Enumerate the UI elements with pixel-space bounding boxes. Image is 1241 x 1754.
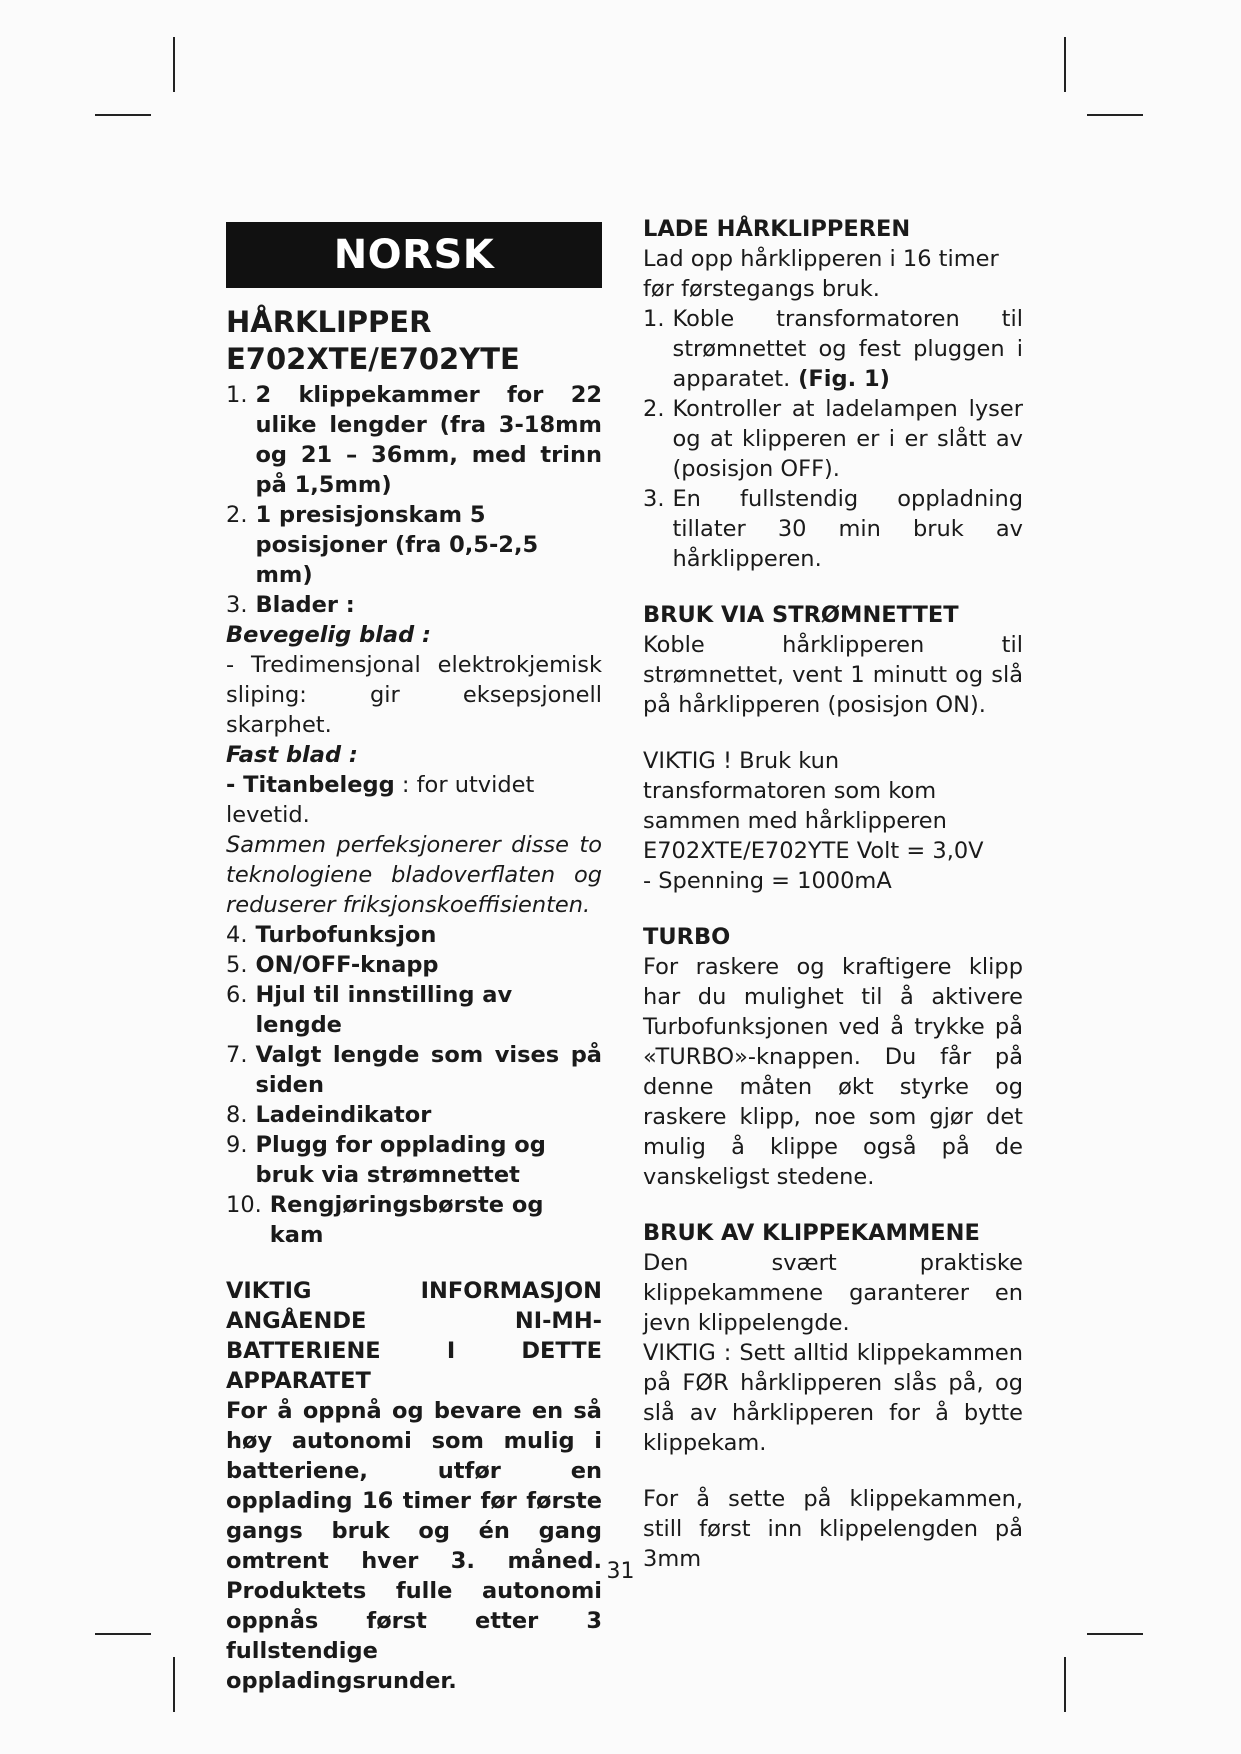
list-item	[226, 1190, 602, 1250]
fixed-blade-text	[226, 770, 602, 830]
crop-mark-bottom-right-vertical	[1064, 1657, 1066, 1712]
list-text: Plugg for opplading og bruk via strømnettet	[255, 1132, 546, 1188]
list-item	[226, 500, 602, 590]
combs-important-text: VIKTIG : Sett alltid klippekammen på FØR hårklipperen slås på, og slå av hårklipperen for å bytte klippekam.	[643, 1340, 1023, 1456]
list-number: 8.	[226, 1102, 248, 1128]
list-number: 7.	[226, 1042, 248, 1068]
list-item	[226, 950, 602, 980]
list-text: Hjul til innstilling av lengde	[255, 982, 513, 1038]
list-item	[226, 920, 602, 950]
list-number: 3.	[643, 486, 665, 512]
page-number: 31	[606, 1559, 635, 1584]
mains-heading: BRUK VIA STRØMNETTET	[643, 602, 959, 628]
crop-mark-top-left-horizontal	[95, 114, 151, 116]
list-item	[643, 484, 1023, 574]
crop-mark-top-left-vertical	[173, 37, 175, 92]
combs-heading: BRUK AV KLIPPEKAMMENE	[643, 1220, 980, 1246]
fixed-blade-rest: : for utvidet levetid.	[226, 772, 535, 828]
list-number: 4.	[226, 922, 248, 948]
charge-intro: Lad opp hårklipperen i 16 timer før førstegangs bruk.	[643, 246, 999, 302]
list-text: Blader :	[255, 592, 355, 618]
list-number: 2.	[643, 396, 665, 422]
list-number: 5.	[226, 952, 248, 978]
crop-mark-bottom-left-vertical	[173, 1657, 175, 1712]
list-number: 1.	[643, 306, 665, 332]
list-item	[226, 1040, 602, 1100]
crop-mark-bottom-left-horizontal	[95, 1633, 151, 1635]
voltage-text: - Spenning = 1000mA	[643, 868, 892, 894]
list-text: ON/OFF-knapp	[255, 952, 439, 978]
technology-note: Sammen perfeksjonerer disse to teknologiene bladoverflaten og reduserer friksjonskoeffisienten.	[226, 832, 602, 918]
product-title-line2: E702XTE/E702YTE	[226, 342, 520, 376]
list-number: 1.	[226, 382, 248, 408]
list-text: Ladeindikator	[255, 1102, 432, 1128]
list-text: 1 presisjonskam 5 posisjoner (fra 0,5-2,5 mm)	[255, 502, 539, 588]
list-text	[672, 304, 1023, 394]
important-transformer-text: VIKTIG ! Bruk kun transformatoren som kom sammen med hårklipperen E702XTE/E702YTE Volt = 3,0V	[643, 748, 984, 864]
list-item	[226, 1130, 602, 1190]
list-item	[226, 380, 602, 500]
crop-mark-top-right-vertical	[1064, 37, 1066, 92]
list-text: Valgt lengde som vises på siden	[255, 1042, 602, 1098]
battery-heading: VIKTIG INFORMASJON ANGÅENDE NI-MH-BATTERIENE I DETTE APPARATET	[226, 1278, 602, 1394]
list-text: 2 klippekammer for 22 ulike lengder (fra 3-18mm og 21 – 36mm, med trinn på 1,5mm)	[255, 382, 602, 498]
left-column	[226, 214, 602, 1696]
movable-blade-text: - Tredimensjonal elektrokjemisk sliping: gir eksepsjonell skarphet.	[226, 652, 602, 738]
battery-text: For å oppnå og bevare en så høy autonomi som mulig i batteriene, utfør en opplading 16 timer før første gangs bruk og én gang omtrent hver 3. måned. Produktets fulle autonomi oppnås først etter 3 fullstendige oppladingsrunder.	[226, 1398, 602, 1694]
fixed-blade-heading: Fast blad :	[226, 742, 358, 768]
turbo-heading: TURBO	[643, 924, 731, 950]
mains-text: Koble hårklipperen til strømnettet, vent 1 minutt og slå på hårklipperen (posisjon ON).	[643, 632, 1023, 718]
crop-mark-top-right-horizontal	[1087, 114, 1143, 116]
product-title-line1: HÅRKLIPPER	[226, 305, 432, 339]
charge-heading: LADE HÅRKLIPPEREN	[643, 216, 911, 242]
list-item	[226, 590, 602, 620]
list-item	[226, 1100, 602, 1130]
list-text: Kontroller at ladelampen lyser og at klipperen er i er slått av (posisjon OFF).	[672, 396, 1023, 482]
list-number: 6.	[226, 982, 248, 1008]
list-number: 3.	[226, 592, 248, 618]
list-item	[226, 980, 602, 1040]
product-title	[226, 304, 602, 378]
list-text: Rengjøringsbørste og kam	[269, 1192, 544, 1248]
language-banner: NORSK	[226, 222, 602, 288]
fixed-blade-bold: - Titanbelegg	[226, 772, 395, 798]
list-number: 10.	[226, 1192, 262, 1218]
turbo-text: For raskere og kraftigere klipp har du mulighet til å aktivere Turbofunksjonen ved å trykke på «TURBO»-knappen. Du får på denne måten økt styrke og raskere klipp, noe som gjør det mulig å klippe også på de vanskeligst stedene.	[643, 954, 1023, 1190]
list-item	[643, 394, 1023, 484]
right-column	[643, 214, 1023, 1574]
combs-fit-text: For å sette på klippekammen, still først inn klippelengden på 3mm	[643, 1486, 1023, 1572]
list-text: En fullstendig oppladning tillater 30 min bruk av hårklipperen.	[672, 486, 1023, 572]
combs-text: Den svært praktiske klippekammene garanterer en jevn klippelengde.	[643, 1250, 1023, 1336]
crop-mark-bottom-right-horizontal	[1087, 1633, 1143, 1635]
step-text: Koble transformatoren til strømnettet og fest pluggen i apparatet.	[672, 306, 1023, 392]
movable-blade-heading: Bevegelig blad :	[226, 622, 432, 648]
list-item	[643, 304, 1023, 394]
list-text: Turbofunksjon	[255, 922, 437, 948]
list-number: 9.	[226, 1132, 248, 1158]
list-number: 2.	[226, 502, 248, 528]
figure-reference: (Fig. 1)	[790, 366, 890, 392]
